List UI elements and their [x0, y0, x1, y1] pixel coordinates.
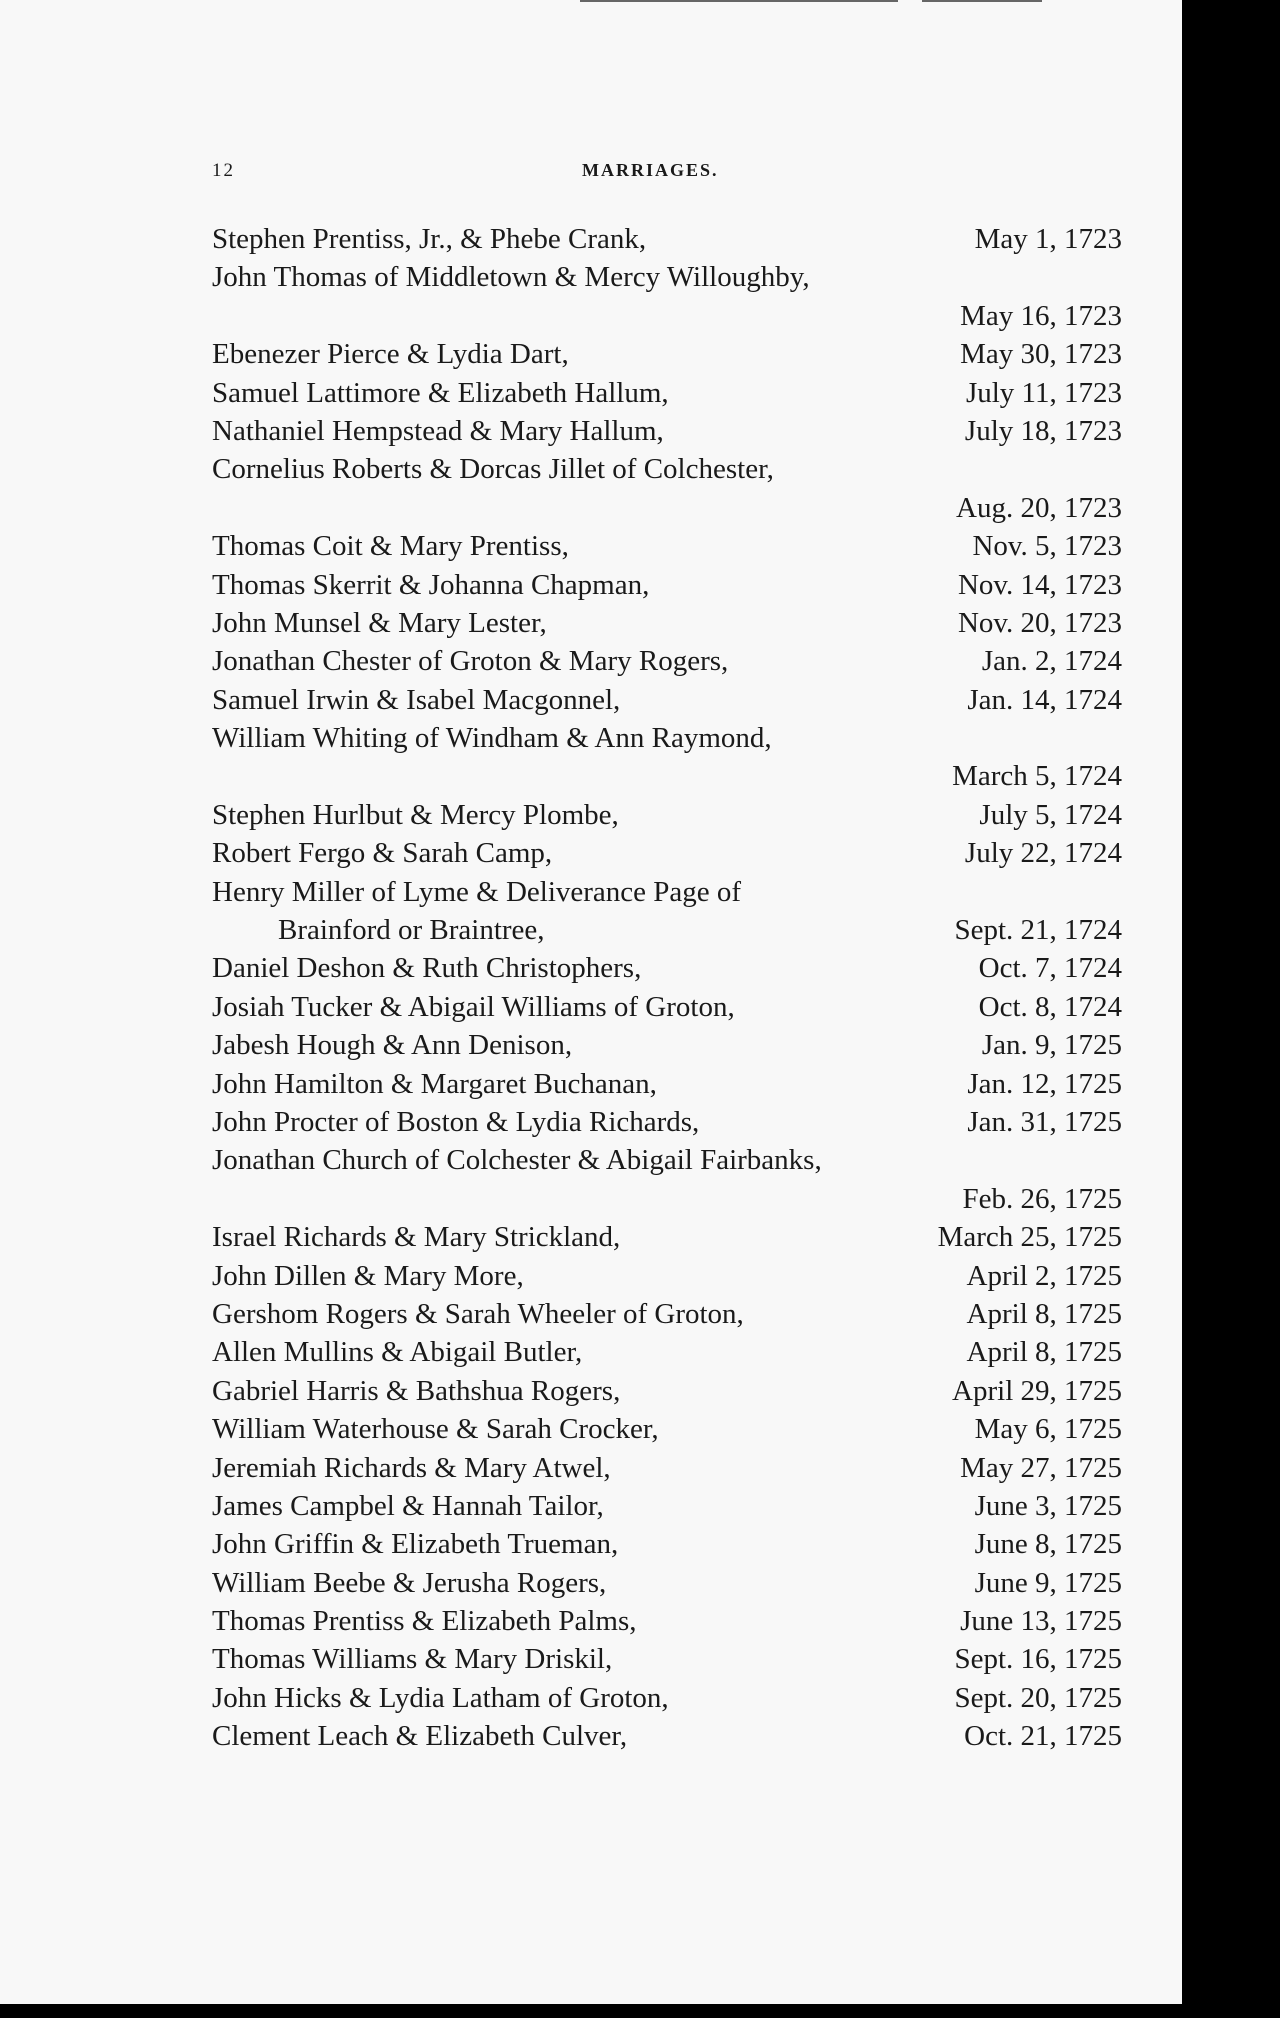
entry-names: Nathaniel Hempstead & Mary Hallum,: [212, 414, 664, 447]
scan-border-right: [1182, 0, 1280, 2018]
entry-names: Samuel Lattimore & Elizabeth Hallum,: [212, 376, 669, 409]
entry-names: Allen Mullins & Abigail Butler,: [212, 1336, 583, 1369]
entry-names: John Munsel & Mary Lester,: [212, 606, 547, 639]
marriage-entry: [212, 988, 1122, 1026]
entry-date: Oct. 21, 1725: [964, 1720, 1122, 1753]
marriage-entry: [212, 1564, 1122, 1602]
marriage-entry: [212, 566, 1122, 604]
marriage-entry: [212, 450, 1122, 488]
marriage-entry: [212, 1065, 1122, 1103]
entry-names: James Campbel & Hannah Tailor,: [212, 1489, 604, 1522]
marriage-entry: [212, 911, 1122, 949]
marriage-entry: [212, 412, 1122, 450]
marriage-entry: [212, 1525, 1122, 1563]
marriage-entry: [212, 1410, 1122, 1448]
entry-date: Oct. 8, 1724: [978, 990, 1122, 1023]
entry-date: April 8, 1725: [966, 1297, 1122, 1330]
entry-names: John Procter of Boston & Lydia Richards,: [212, 1105, 700, 1138]
entry-names: William Beebe & Jerusha Rogers,: [212, 1566, 607, 1599]
entry-names: Israel Richards & Mary Strickland,: [212, 1221, 621, 1254]
marriage-entry: [212, 1218, 1122, 1256]
entry-date: Sept. 16, 1725: [954, 1643, 1122, 1676]
running-head: MARRIAGES.: [582, 160, 719, 180]
entry-names: John Hamilton & Margaret Buchanan,: [212, 1067, 657, 1100]
entry-date: May 30, 1723: [960, 338, 1122, 371]
marriage-entry: [212, 1679, 1122, 1717]
entry-date: June 3, 1725: [974, 1489, 1122, 1522]
marriage-entry: [212, 489, 1122, 527]
marriage-entry: [212, 1717, 1122, 1755]
entry-names: Samuel Irwin & Isabel Macgonnel,: [212, 683, 621, 716]
marriage-entry: [212, 1640, 1122, 1678]
page-header: [212, 160, 1052, 190]
entry-names: William Waterhouse & Sarah Crocker,: [212, 1413, 659, 1446]
entry-date: Sept. 20, 1725: [954, 1681, 1122, 1714]
marriage-entry: [212, 374, 1122, 412]
marriage-entry: [212, 681, 1122, 719]
marriage-entry: [212, 757, 1122, 795]
marriage-entry: [212, 1449, 1122, 1487]
entry-names: Brainford or Braintree,: [278, 914, 545, 947]
marriage-entry: [212, 1487, 1122, 1525]
marriage-entry: [212, 949, 1122, 987]
entry-date: May 27, 1725: [960, 1451, 1122, 1484]
marriage-entry: [212, 1602, 1122, 1640]
scan-border-bottom: [0, 2004, 1280, 2018]
entry-names: Clement Leach & Elizabeth Culver,: [212, 1720, 628, 1753]
marriage-entry: [212, 1295, 1122, 1333]
entry-names: Ebenezer Pierce & Lydia Dart,: [212, 338, 569, 371]
entry-names: Cornelius Roberts & Dorcas Jillet of Colchester,: [212, 453, 774, 486]
marriage-entry: [212, 1103, 1122, 1141]
entry-date: May 16, 1723: [960, 299, 1122, 332]
entry-date: Aug. 20, 1723: [956, 491, 1122, 524]
entry-date: July 11, 1723: [965, 376, 1122, 409]
entry-names: Thomas Coit & Mary Prentiss,: [212, 530, 569, 563]
entry-names: Josiah Tucker & Abigail Williams of Groton,: [212, 990, 735, 1023]
marriage-entry: [212, 297, 1122, 335]
entry-date: April 2, 1725: [966, 1259, 1122, 1292]
entry-names: Thomas Skerrit & Johanna Chapman,: [212, 568, 650, 601]
marriage-entry: [212, 258, 1122, 296]
entry-names: Jonathan Chester of Groton & Mary Rogers,: [212, 645, 729, 678]
entry-names: William Whiting of Windham & Ann Raymond,: [212, 722, 772, 755]
entry-date: Jan. 14, 1724: [967, 683, 1122, 716]
entry-names: Thomas Williams & Mary Driskil,: [212, 1643, 613, 1676]
entry-date: July 18, 1723: [964, 414, 1122, 447]
entry-date: May 1, 1723: [974, 223, 1122, 255]
entry-date: July 5, 1724: [979, 798, 1122, 831]
entry-names: Jonathan Church of Colchester & Abigail Fairbanks,: [212, 1144, 822, 1177]
marriage-entry: [212, 642, 1122, 680]
entry-names: John Dillen & Mary More,: [212, 1259, 524, 1292]
entry-date: June 9, 1725: [974, 1566, 1122, 1599]
entry-date: Nov. 14, 1723: [957, 568, 1122, 601]
marriage-list: [212, 220, 1122, 1756]
entry-names: Gershom Rogers & Sarah Wheeler of Groton,: [212, 1297, 744, 1330]
entry-date: March 5, 1724: [952, 760, 1122, 793]
marriage-entry: [212, 796, 1122, 834]
entry-date: Jan. 31, 1725: [967, 1105, 1122, 1138]
entry-date: June 8, 1725: [974, 1528, 1122, 1561]
marriage-entry: [212, 220, 1122, 258]
entry-names: Stephen Prentiss, Jr., & Phebe Crank,: [212, 223, 647, 255]
entry-names: Thomas Prentiss & Elizabeth Palms,: [212, 1605, 637, 1638]
entry-names: Gabriel Harris & Bathshua Rogers,: [212, 1374, 621, 1407]
entry-date: April 8, 1725: [966, 1336, 1122, 1369]
marriage-entry: [212, 1333, 1122, 1371]
entry-date: April 29, 1725: [952, 1374, 1122, 1407]
marriage-entry: [212, 604, 1122, 642]
entry-names: John Thomas of Middletown & Mercy Willoughby,: [212, 261, 810, 294]
marriage-entry: [212, 1180, 1122, 1218]
entry-date: Jan. 9, 1725: [981, 1029, 1122, 1062]
entry-date: June 13, 1725: [960, 1605, 1122, 1638]
entry-date: Oct. 7, 1724: [978, 952, 1122, 985]
entry-date: Nov. 5, 1723: [972, 530, 1122, 563]
entry-date: Feb. 26, 1725: [962, 1182, 1122, 1215]
entry-date: Sept. 21, 1724: [954, 914, 1122, 947]
entry-date: May 6, 1725: [974, 1413, 1122, 1446]
marriage-entry: [212, 1026, 1122, 1064]
entry-names: John Hicks & Lydia Latham of Groton,: [212, 1681, 669, 1714]
entry-names: Stephen Hurlbut & Mercy Plombe,: [212, 798, 619, 831]
entry-names: Jeremiah Richards & Mary Atwel,: [212, 1451, 611, 1484]
entry-names: Robert Fergo & Sarah Camp,: [212, 837, 553, 870]
entry-names: Jabesh Hough & Ann Denison,: [212, 1029, 573, 1062]
entry-date: Jan. 12, 1725: [967, 1067, 1122, 1100]
entry-date: Nov. 20, 1723: [957, 606, 1122, 639]
marriage-entry: [212, 834, 1122, 872]
marriage-entry: [212, 335, 1122, 373]
marriage-entry: [212, 1257, 1122, 1295]
page-number: 12: [212, 160, 235, 181]
marriage-entry: [212, 719, 1122, 757]
entry-names: Henry Miller of Lyme & Deliverance Page of: [212, 875, 742, 908]
entry-date: March 25, 1725: [937, 1221, 1122, 1254]
entry-date: Jan. 2, 1724: [981, 645, 1122, 678]
entry-names: Daniel Deshon & Ruth Christophers,: [212, 952, 642, 985]
top-scan-rule: [580, 0, 898, 2]
marriage-entry: [212, 873, 1122, 911]
entry-date: July 22, 1724: [964, 837, 1122, 870]
top-scan-rule: [922, 0, 1042, 2]
marriage-entry: [212, 1141, 1122, 1179]
entry-names: John Griffin & Elizabeth Trueman,: [212, 1528, 619, 1561]
marriage-entry: [212, 1372, 1122, 1410]
marriage-entry: [212, 527, 1122, 565]
